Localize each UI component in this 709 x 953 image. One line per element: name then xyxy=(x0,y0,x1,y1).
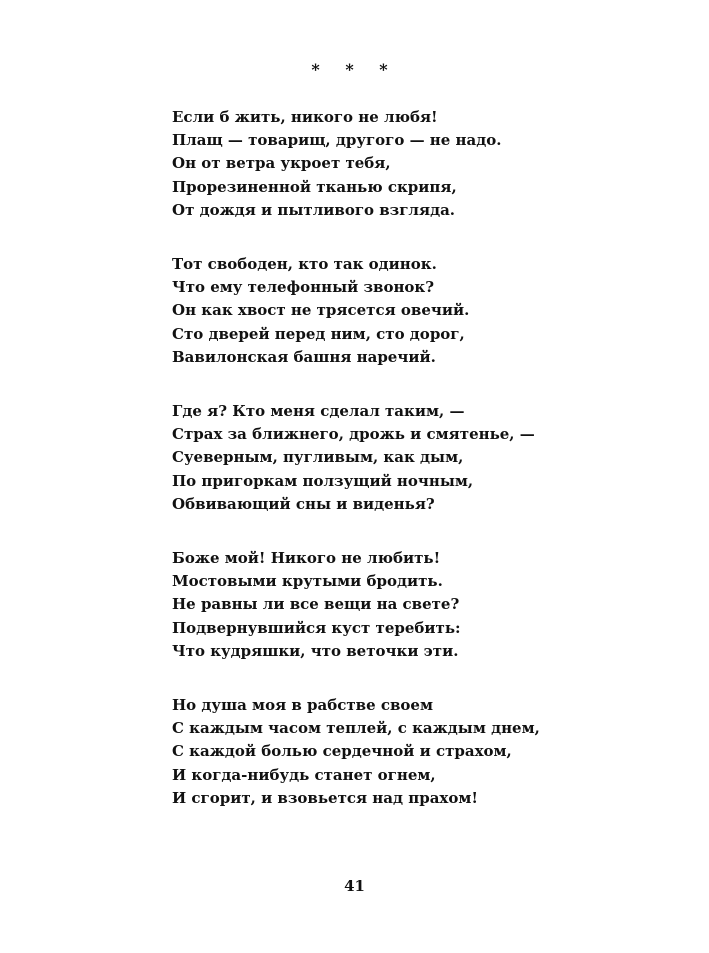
stanza-5 xyxy=(172,694,672,810)
poem-line: Но душа моя в рабстве своем xyxy=(172,696,434,715)
poem-line: Прорезиненной тканью скрипя, xyxy=(172,177,457,196)
poem-line: Что ему телефонный звонок? xyxy=(172,278,435,297)
section-ornament: * * * xyxy=(311,60,398,79)
poem-line: Суеверным, пугливым, как дым, xyxy=(172,448,464,467)
poem-line: Обвивающий сны и виденья? xyxy=(172,494,435,513)
poem-line: Сто дверей перед ним, сто дорог, xyxy=(172,324,465,343)
stanza-3 xyxy=(172,400,672,516)
poem-line: Вавилонская башня наречий. xyxy=(172,347,436,366)
poem-line: Плащ — товарищ, другого — не надо. xyxy=(172,131,502,150)
poem-line: Мостовыми крутыми бродить. xyxy=(172,572,443,591)
poem-line: Тот свободен, кто так одинок. xyxy=(172,255,437,274)
poem-line: Что кудряшки, что веточки эти. xyxy=(172,641,459,660)
poem-line: Если б жить, никого не любя! xyxy=(172,108,438,126)
poem-line: И сгорит, и взовьется над прахом! xyxy=(172,788,478,807)
poem xyxy=(172,106,672,810)
poem-line: Боже мой! Никого не любить! xyxy=(172,549,441,568)
poem-line: С каждой болью сердечной и страхом, xyxy=(172,742,512,761)
poem-line: Он как хвост не трясется овечий. xyxy=(172,301,470,320)
page-number: 41 xyxy=(344,877,365,895)
poem-line: И когда-нибудь станет огнем, xyxy=(172,765,436,784)
poem-line: Он от ветра укроет тебя, xyxy=(172,154,391,173)
poem-line: Не равны ли все вещи на свете? xyxy=(172,595,460,614)
poem-line: По пригоркам ползущий ночным, xyxy=(172,471,474,490)
poem-line: Где я? Кто меня сделал таким, — xyxy=(172,402,465,421)
poem-line: Подвернувшийся куст теребить: xyxy=(172,618,461,637)
stanza-4 xyxy=(172,547,672,663)
stanza-2 xyxy=(172,253,672,369)
poem-line: От дождя и пытливого взгляда. xyxy=(172,200,456,219)
stanza-1 xyxy=(172,106,672,222)
poem-line: С каждым часом теплей, с каждым днем, xyxy=(172,719,540,738)
poem-line: Страх за ближнего, дрожь и смятенье, — xyxy=(172,425,535,444)
